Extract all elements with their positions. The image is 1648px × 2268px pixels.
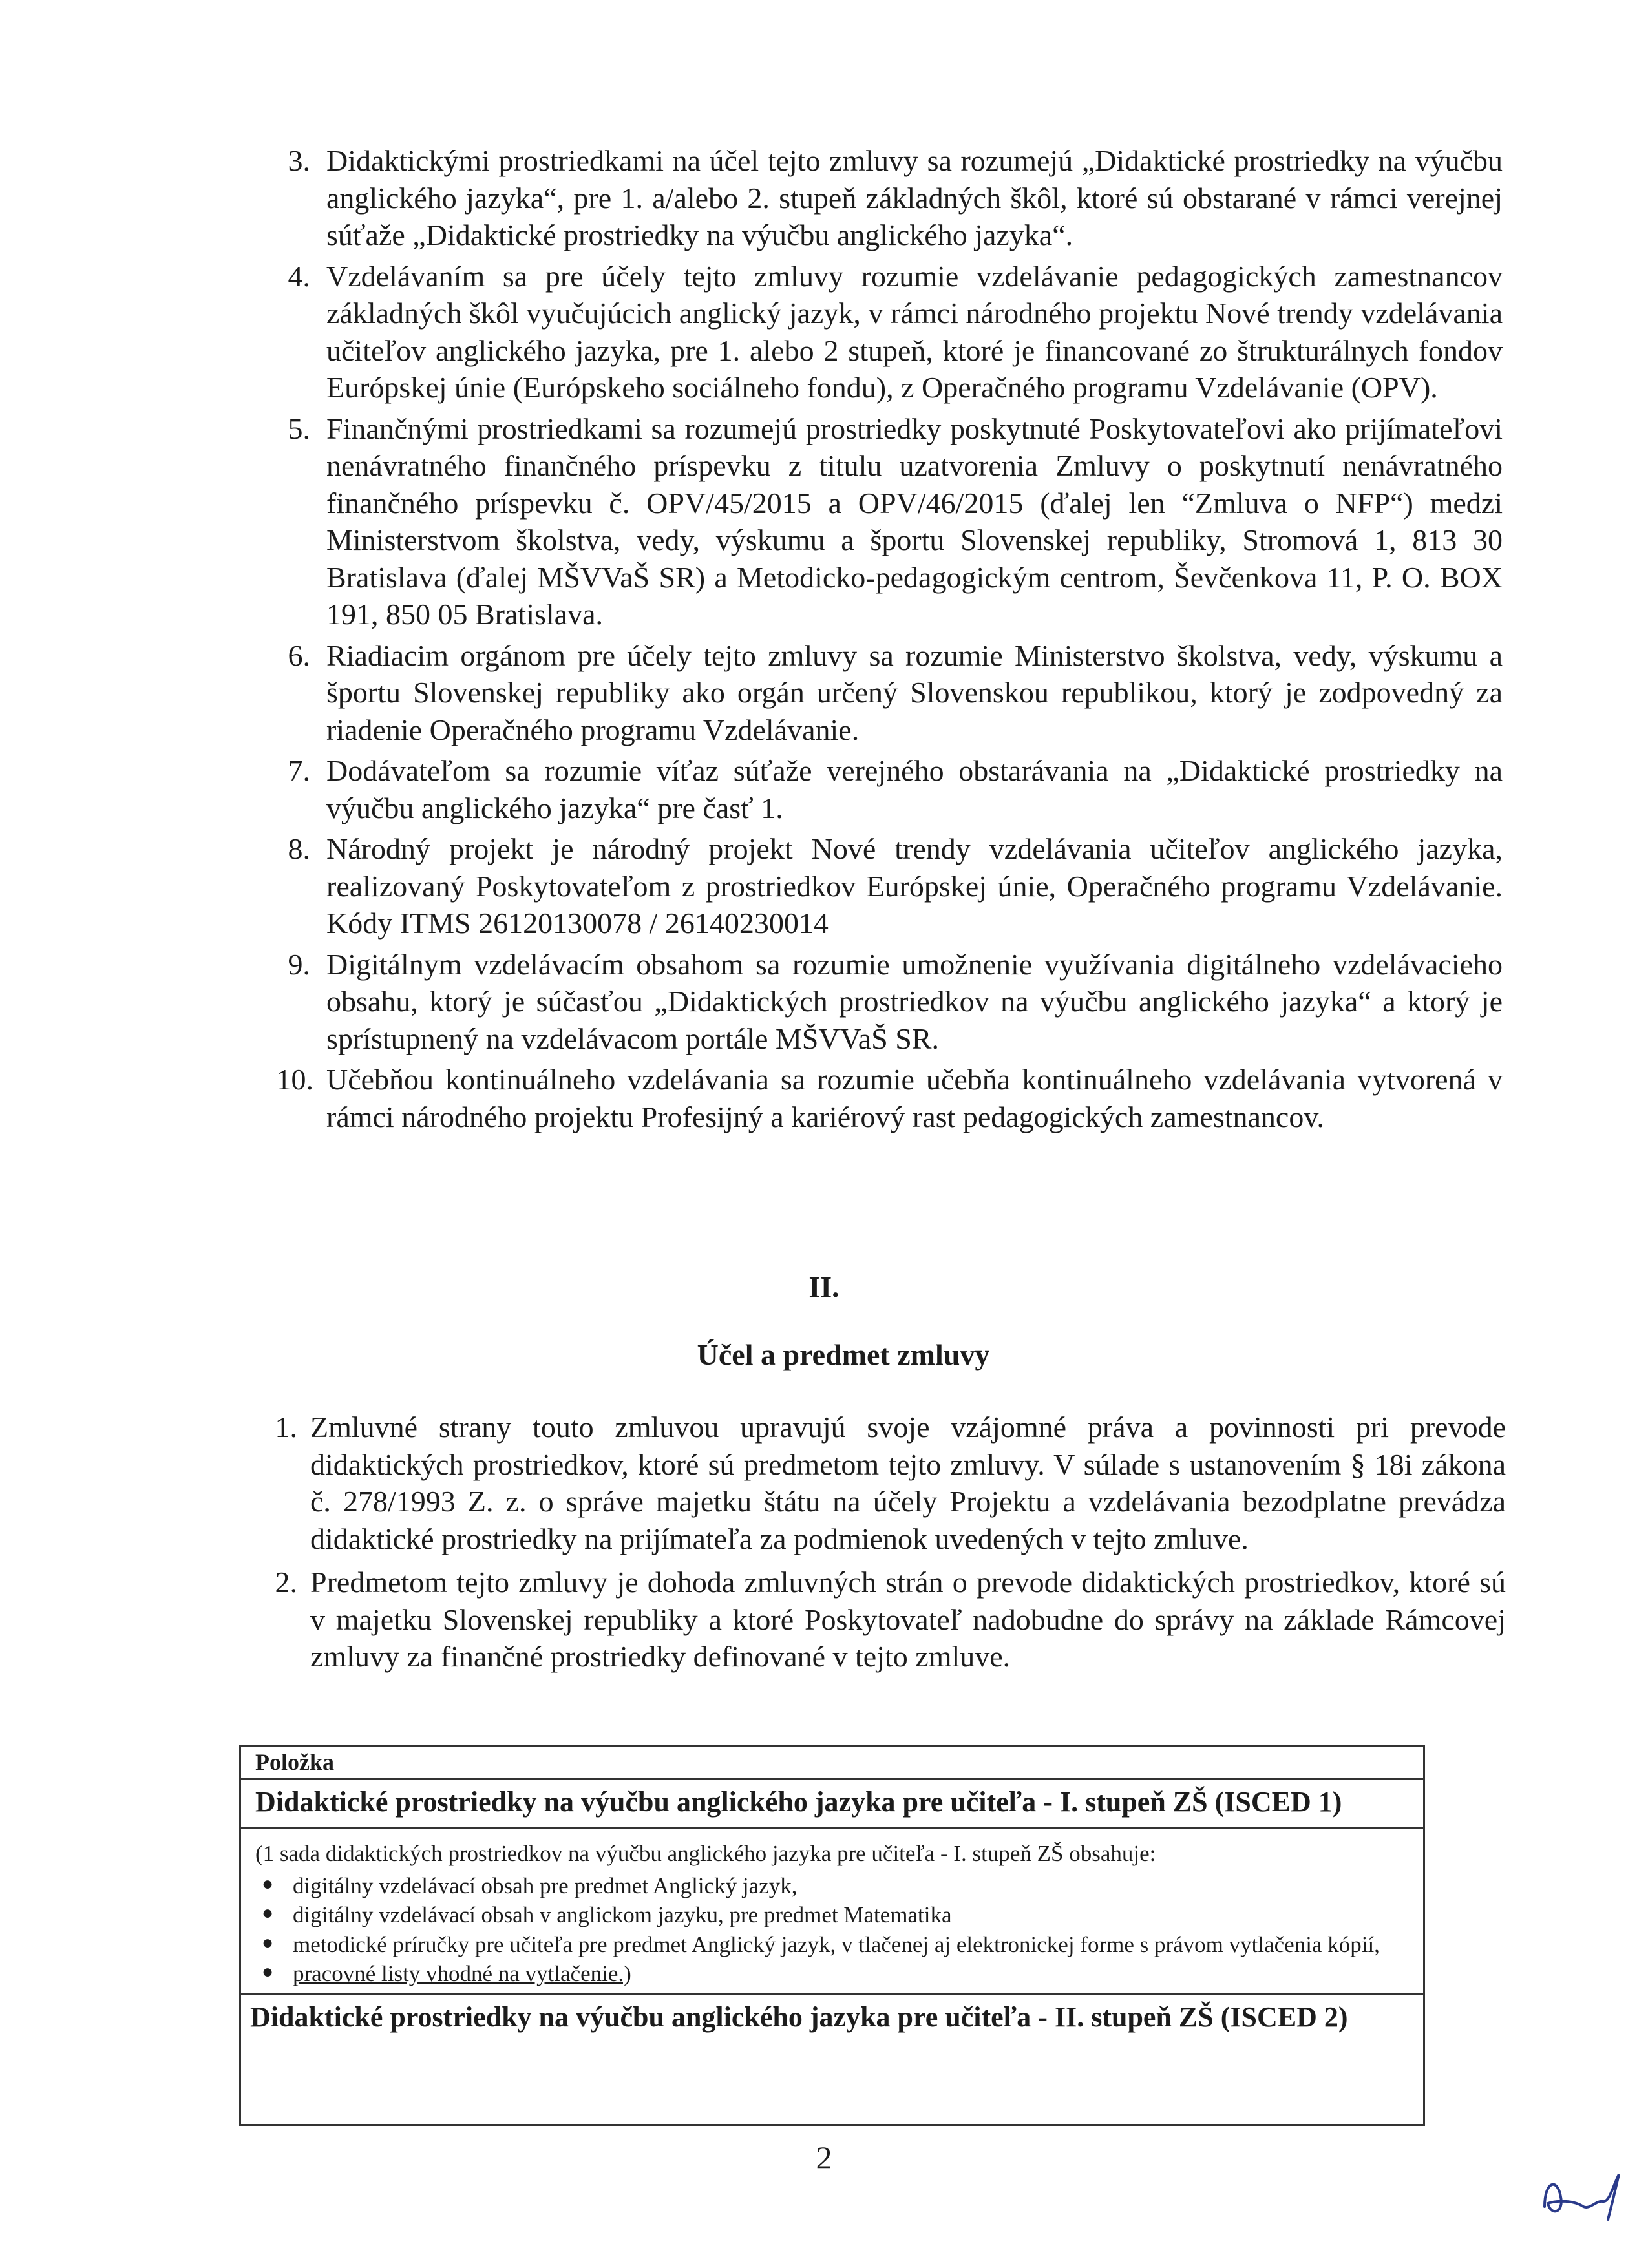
table-row-title: Didaktické prostriedky na výučbu anglického jazyka pre učiteľa - II. stupeň ZŠ (ISCED 2) bbox=[241, 1993, 1423, 2041]
list-item bbox=[255, 1871, 1397, 1901]
list-item-text: digitálny vzdelávací obsah v anglickom jazyku, pre predmet Matematika bbox=[293, 1902, 952, 1928]
list-item-text: pracovné listy vhodné na vytlačenie.) bbox=[293, 1961, 631, 1987]
section-number: II. bbox=[808, 1270, 840, 1303]
items-table bbox=[239, 1745, 1425, 2126]
handwritten-initials bbox=[1538, 2161, 1635, 2226]
item-number: 3. bbox=[288, 144, 310, 177]
item-number: 5. bbox=[288, 412, 310, 445]
section-title: Účel a predmet zmluvy bbox=[697, 1338, 990, 1371]
bullet-icon: ● bbox=[262, 1902, 274, 1924]
definition-item bbox=[275, 637, 1503, 749]
definition-item bbox=[275, 258, 1503, 406]
item-text: Dodávateľom sa rozumie víťaz súťaže verejného obstarávania na „Didaktické prostriedky na výučbu anglického jazyka“ pre časť 1. bbox=[326, 754, 1503, 824]
list-item-text: metodické príručky pre učiteľa pre predmet Anglický jazyk, v tlačenej aj elektronickej forme s právom vytlačenia kópií, bbox=[293, 1931, 1380, 1957]
definitions-list bbox=[275, 142, 1503, 1139]
page-number: 2 bbox=[816, 2139, 832, 2176]
table-row-content bbox=[241, 1829, 1423, 1993]
definition-item bbox=[275, 830, 1503, 942]
purpose-item bbox=[259, 1409, 1506, 1557]
bullet-icon: ● bbox=[262, 1961, 274, 1983]
content-list bbox=[255, 1871, 1397, 1989]
item-text: Finančnými prostriedkami sa rozumejú prostriedky poskytnuté Poskytovateľovi ako prijímateľovi nenávratného finančného príspevku z titulu uzatvorenia Zmluvy o poskytnutí nenávratného finančného príspevku č. OPV/45/2015 a OPV/46/2015 (ďalej len “Zmluva o NFP“) medzi Ministerstvom školstva, vedy, výskumu a športu Slovenskej republiky, Stromová 1, 813 30 Bratislava (ďalej MŠVVaŠ SR) a Metodicko-pedagogickým centrom, Ševčenkova 11, P. O. BOX 191, 850 05 Bratislava. bbox=[326, 412, 1503, 631]
table-header: Položka bbox=[241, 1747, 1423, 1780]
item-number: 6. bbox=[288, 638, 310, 672]
item-number: 1. bbox=[275, 1411, 297, 1444]
item-text: Zmluvné strany touto zmluvou upravujú svoje vzájomné práva a povinnosti pri prevode didaktických prostriedkov, ktoré sú predmetom tejto zmluvy. V súlade s ustanovením § 18i zákona č. 278/1993 Z. z. o správe majetku štátu na účely Projektu a vzdelávania bezodplatne prevádza didaktické prostriedky na prijímateľa za podmienok uvedených v tejto zmluve. bbox=[310, 1411, 1506, 1555]
list-item bbox=[255, 1900, 1397, 1930]
list-item bbox=[255, 1930, 1397, 1960]
list-item bbox=[255, 1959, 1397, 1989]
item-number: 8. bbox=[288, 832, 310, 865]
bullet-icon: ● bbox=[262, 1873, 274, 1895]
bullet-icon: ● bbox=[262, 1931, 274, 1953]
definition-item bbox=[275, 1061, 1503, 1135]
item-number: 10. bbox=[276, 1063, 313, 1096]
content-intro: (1 sada didaktických prostriedkov na výučbu anglického jazyka pre učiteľa - I. stupeň ZŠ obsahuje: bbox=[255, 1841, 1156, 1867]
item-text: Predmetom tejto zmluvy je dohoda zmluvných strán o prevode didaktických prostriedkov, ktoré sú v majetku Slovenskej republiky a ktoré Poskytovateľ nadobudne do správy na základe Rámcovej zmluvy za finančné prostriedky definované v tejto zmluve. bbox=[310, 1566, 1506, 1673]
purpose-list bbox=[259, 1409, 1506, 1682]
definition-item bbox=[275, 946, 1503, 1058]
item-number: 9. bbox=[288, 947, 310, 981]
definition-item bbox=[275, 142, 1503, 254]
item-text: Didaktickými prostriedkami na účel tejto zmluvy sa rozumejú „Didaktické prostriedky na výučbu anglického jazyka“, pre 1. a/alebo 2. stupeň základných škôl, ktoré sú obstarané v rámci verejnej súťaže „Didaktické prostriedky na výučbu anglického jazyka“. bbox=[326, 144, 1503, 251]
definition-item bbox=[275, 752, 1503, 826]
table-row-title: Didaktické prostriedky na výučbu anglického jazyka pre učiteľa - I. stupeň ZŠ (ISCED 1) bbox=[241, 1780, 1423, 1829]
list-item-text: digitálny vzdelávací obsah pre predmet Anglický jazyk, bbox=[293, 1873, 798, 1898]
item-text: Riadiacim orgánom pre účely tejto zmluvy sa rozumie Ministerstvo školstva, vedy, výskumu a športu Slovenskej republiky ako orgán určený Slovenskou republikou, ktorý je zodpovedný za riadenie Operačného programu Vzdelávanie. bbox=[326, 638, 1503, 746]
purpose-item bbox=[259, 1564, 1506, 1675]
item-text: Vzdelávaním sa pre účely tejto zmluvy rozumie vzdelávanie pedagogických zamestnancov základných škôl vyučujúcich anglický jazyk, v rámci národného projektu Nové trendy vzdelávania učiteľov anglického jazyka, pre 1. alebo 2 stupeň, ktoré je financované zo štrukturálnych fondov Európskej únie (Európskeho sociálneho fondu), z Operačného programu Vzdelávanie (OPV). bbox=[326, 259, 1503, 404]
definition-item bbox=[275, 410, 1503, 633]
item-text: Digitálnym vzdelávacím obsahom sa rozumie umožnenie využívania digitálneho vzdelávacieho obsahu, ktorý je súčasťou „Didaktických prostriedkov na výučbu anglického jazyka“ a ktorý je sprístupnený na vzdelávacom portále MŠVVaŠ SR. bbox=[326, 947, 1503, 1055]
item-text: Učebňou kontinuálneho vzdelávania sa rozumie učebňa kontinuálneho vzdelávania vytvorená v rámci národného projektu Profesijný a kariérový rast pedagogických zamestnancov. bbox=[326, 1063, 1503, 1133]
item-number: 7. bbox=[288, 754, 310, 787]
item-number: 2. bbox=[275, 1566, 297, 1599]
item-text: Národný projekt je národný projekt Nové trendy vzdelávania učiteľov anglického jazyka, realizovaný Poskytovateľom z prostriedkov Európskej únie, Operačného programu Vzdelávanie. Kódy ITMS 26120130078 / 26140230014 bbox=[326, 832, 1503, 940]
item-number: 4. bbox=[288, 259, 310, 293]
